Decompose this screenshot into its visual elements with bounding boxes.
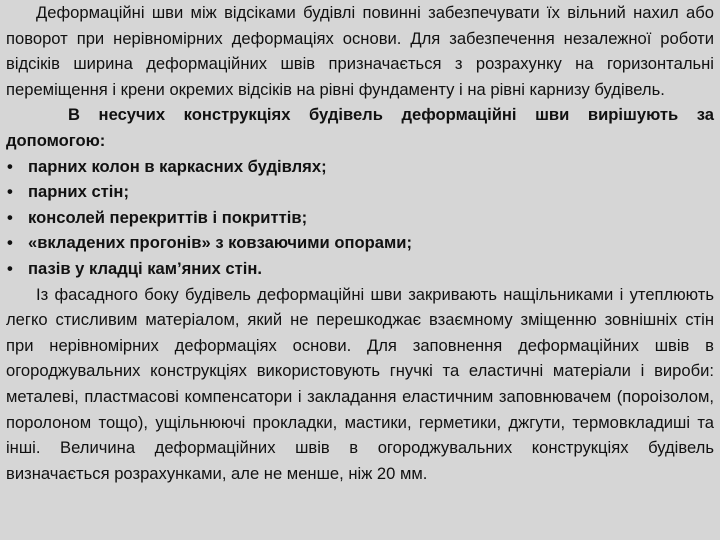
list-item (6, 179, 714, 205)
solutions-list (6, 154, 714, 282)
paragraph-structural-solutions: В несучих конструкціях будівель деформаційні шви вирішують за допомогою: (6, 105, 714, 150)
paragraph-facade-filling: Із фасадного боку будівель деформаційні шви закривають нащільниками і утеплюють легко стисливим матеріалом, який не перешкоджає взаємному зміщенню зовнішніх стін при нерівномірних деформаціях основи. Для заповнення деформаційних швів в огороджувальних конструкціях використовують гнучкі та еластичні матеріали і вироби: металеві, пластмасові компенсатори і закладання еластичним заповнювачем (пороізолом, поролоном тощо), ущільнюючі прокладки, мастики, герметики, джгути, термовкладиші та інші. Величина деформаційних швів в огороджувальних конструкціях будівель визначається розрахунками, але не менше, ніж 20 мм. (6, 284, 714, 483)
list-item (6, 256, 714, 282)
bullet-marker: • (7, 182, 13, 202)
paragraph-intro: Деформаційні шви між відсіками будівлі повинні забезпечувати їх вільний нахил або поворот при нерівномірних деформаціях основи. Для забезпечення незалежної роботи відсіків ширина деформаційних швів призначається з розрахунку на горизонтальні переміщення і крени окремих відсіків на рівні фундаменту і на рівні карнизу будівель. (6, 3, 714, 99)
list-item-text: консолей перекриттів і покриттів; (28, 207, 308, 227)
list-item-text: парних колон в каркасних будівлях; (28, 156, 327, 176)
bullet-marker: • (7, 233, 13, 253)
list-item-text: парних стін; (28, 182, 129, 202)
bullet-marker: • (7, 207, 13, 227)
list-item (6, 230, 714, 256)
list-item (6, 154, 714, 180)
list-item-text: «вкладених прогонів» з ковзаючими опорами; (28, 233, 412, 253)
bullet-marker: • (7, 156, 13, 176)
bullet-marker: • (7, 258, 13, 278)
list-item (6, 205, 714, 231)
list-item-text: пазів у кладці кам’яних стін. (28, 258, 262, 278)
